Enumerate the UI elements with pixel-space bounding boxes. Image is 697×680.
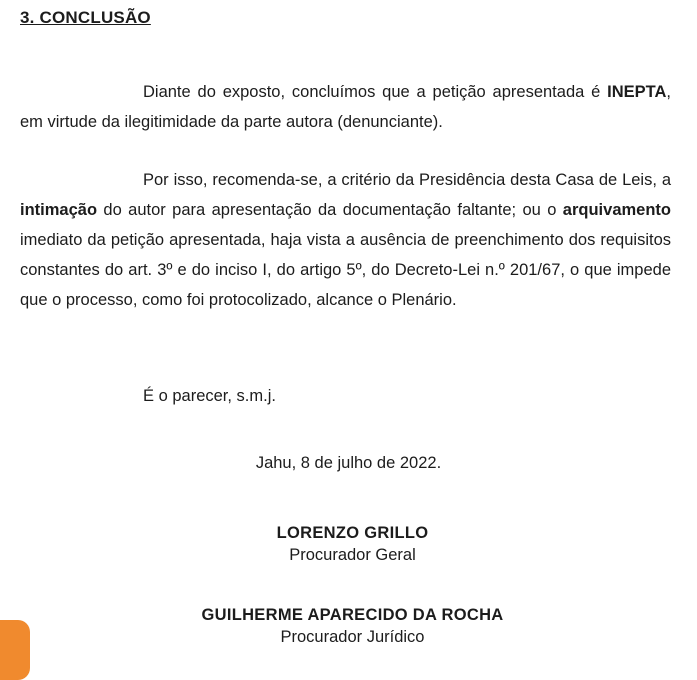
signature-block bbox=[4, 522, 697, 566]
signature-block bbox=[4, 604, 697, 648]
paragraph-text: , em virtude da ilegitimidade da parte autora (denunciante). bbox=[20, 83, 671, 131]
bold-term-arquivamento: arquivamento bbox=[562, 201, 671, 219]
paragraph-text: Diante do exposto, concluímos que a petição apresentada é bbox=[143, 83, 608, 101]
section-heading: 3. CONCLUSÃO bbox=[20, 8, 151, 27]
signatory-name: GUILHERME APARECIDO DA ROCHA bbox=[201, 606, 504, 624]
date-line: Jahu, 8 de julho de 2022. bbox=[255, 454, 442, 472]
bold-term-inepta: INEPTA bbox=[607, 83, 667, 101]
recommendation-paragraph bbox=[20, 165, 671, 315]
signatory-role: Procurador Geral bbox=[289, 546, 416, 564]
bold-term-intimacao: intimação bbox=[20, 201, 98, 219]
conclusion-paragraph bbox=[20, 77, 671, 137]
paragraph-text: Por isso, recomenda-se, a critério da Presidência desta Casa de Leis, a bbox=[143, 171, 671, 189]
decorative-orange-tab bbox=[0, 620, 30, 680]
closing-line: É o parecer, s.m.j. bbox=[143, 387, 276, 405]
paragraph-text: imediato da petição apresentada, haja vista a ausência de preenchimento dos requisitos constantes do art. 3º e do inciso I, do artigo 5º, do Decreto-Lei n.º 201/67, o que impede que o processo, como foi protocolizado, alcance o Plenário. bbox=[20, 231, 671, 309]
paragraph-text: do autor para apresentação da documentação faltante; ou o bbox=[97, 201, 563, 219]
signatory-role: Procurador Jurídico bbox=[280, 628, 425, 646]
signatory-name: LORENZO GRILLO bbox=[276, 524, 429, 542]
